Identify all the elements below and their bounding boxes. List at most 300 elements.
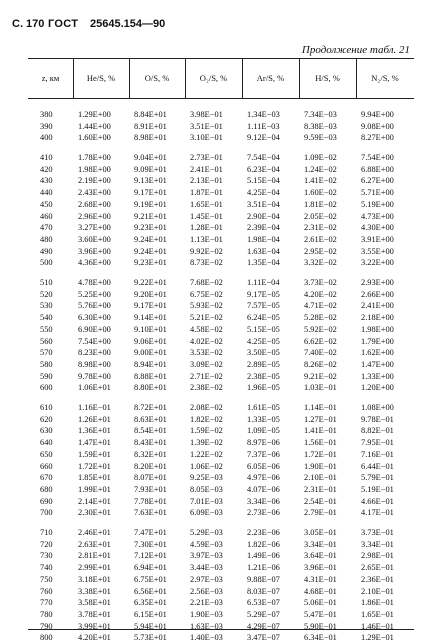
value-cell: 9.23E+01	[134, 258, 167, 268]
value-cell: 9.08E+00	[361, 121, 394, 131]
data-table	[28, 58, 414, 643]
value-cell: 1.85E+01	[78, 473, 111, 483]
table-continuation-caption: Продолжение табл. 21	[301, 44, 410, 56]
altitude-cell: 590	[40, 371, 53, 381]
table-row	[28, 539, 414, 551]
altitude-cell: 610	[40, 403, 53, 413]
table-row	[28, 164, 414, 176]
value-cell: 1.09E−02	[304, 153, 337, 163]
table-row	[28, 234, 414, 246]
value-cell: 1.08E+00	[361, 403, 394, 413]
gost-label: ГОСТ	[48, 18, 79, 30]
value-cell: 2.23E−06	[247, 528, 280, 538]
value-cell: 8.07E+01	[134, 473, 167, 483]
value-cell: 6.15E+01	[134, 609, 167, 619]
value-cell: 8.98E+00	[78, 359, 111, 369]
value-cell: 3.73E−02	[304, 278, 337, 288]
value-cell: 7.40E−02	[304, 348, 337, 358]
value-cell: 2.90E−04	[247, 211, 280, 221]
table-row	[28, 109, 414, 121]
value-cell: 2.71E−02	[190, 371, 223, 381]
value-cell: 5.15E−05	[247, 324, 280, 334]
altitude-cell: 760	[40, 586, 53, 596]
value-cell: 8.27E+00	[361, 133, 394, 143]
table-row	[28, 562, 414, 574]
value-cell: 1.22E−02	[190, 449, 223, 459]
value-cell: 7.37E−06	[247, 449, 280, 459]
table-row	[28, 621, 414, 633]
value-cell: 9.59E−03	[304, 133, 337, 143]
column-header: He/S, %	[86, 73, 116, 83]
table-row	[28, 597, 414, 609]
table-row	[28, 359, 414, 371]
value-cell: 9.24E+01	[134, 234, 167, 244]
value-cell: 8.26E−02	[304, 359, 337, 369]
value-cell: 1.29E−01	[361, 633, 394, 643]
value-cell: 8.98E+01	[134, 133, 167, 143]
altitude-cell: 570	[40, 348, 53, 358]
value-cell: 5.71E+00	[361, 188, 394, 198]
altitude-cell: 540	[40, 313, 53, 323]
value-cell: 5.19E−01	[361, 484, 394, 494]
value-cell: 9.04E+01	[134, 153, 167, 163]
altitude-cell: 600	[40, 383, 53, 393]
value-cell: 3.60E+00	[78, 234, 111, 244]
value-cell: 2.31E−01	[304, 484, 337, 494]
value-cell: 6.75E+01	[134, 574, 167, 584]
value-cell: 4.02E−02	[190, 336, 223, 346]
value-cell: 9.94E+00	[361, 110, 394, 119]
value-cell: 1.14E−01	[304, 403, 337, 413]
value-cell: 9.88E−07	[247, 574, 280, 584]
altitude-cell: 480	[40, 234, 53, 244]
value-cell: 3.10E−01	[190, 133, 223, 143]
value-cell: 2.18E+00	[361, 313, 394, 323]
value-cell: 8.43E+01	[134, 438, 167, 448]
value-cell: 1.65E−01	[361, 609, 394, 619]
altitude-cell: 780	[40, 609, 53, 619]
value-cell: 1.56E−01	[304, 438, 337, 448]
value-cell: 2.31E−02	[304, 223, 337, 233]
table-row	[28, 507, 414, 519]
value-cell: 2.14E+01	[78, 496, 111, 506]
table-row	[28, 586, 414, 598]
value-cell: 9.21E+01	[134, 211, 167, 221]
value-cell: 8.72E+01	[134, 403, 167, 413]
value-cell: 9.22E+01	[134, 278, 167, 288]
page-number: С. 170	[12, 18, 45, 30]
table-row	[28, 277, 414, 289]
value-cell: 9.06E+01	[134, 336, 167, 346]
value-cell: 9.78E+00	[78, 371, 111, 381]
column-header: Ar/S, %	[256, 73, 285, 83]
value-cell: 1.06E−02	[190, 461, 223, 471]
value-cell: 7.12E+01	[134, 551, 167, 561]
value-cell: 2.08E−02	[190, 403, 223, 413]
table-row	[28, 527, 414, 539]
value-cell: 7.16E−01	[361, 449, 394, 459]
value-cell: 5.76E+00	[78, 301, 111, 311]
value-cell: 6.94E+01	[134, 563, 167, 573]
value-cell: 1.35E−04	[247, 258, 280, 268]
value-cell: 6.62E−02	[304, 336, 337, 346]
value-cell: 9.17E−05	[247, 289, 280, 299]
value-cell: 9.13E+01	[134, 176, 167, 186]
table-row	[28, 300, 414, 312]
value-cell: 1.40E−03	[190, 633, 223, 643]
column-header: H/S, %	[315, 73, 340, 83]
value-cell: 1.41E−01	[304, 426, 337, 436]
altitude-cell: 730	[40, 551, 53, 561]
value-cell: 8.94E+01	[134, 359, 167, 369]
value-cell: 4.66E−01	[361, 496, 394, 506]
value-cell: 1.45E−01	[190, 211, 223, 221]
value-cell: 5.19E+00	[361, 199, 394, 209]
header-column-divider	[73, 58, 74, 99]
value-cell: 4.71E−02	[304, 301, 337, 311]
altitude-cell: 510	[40, 278, 53, 288]
value-cell: 7.01E−03	[190, 496, 223, 506]
value-cell: 9.00E+01	[134, 348, 167, 358]
value-cell: 8.82E−01	[361, 426, 394, 436]
altitude-cell: 410	[40, 153, 53, 163]
standard-number: 25645.154—90	[90, 18, 166, 30]
value-cell: 7.54E+00	[78, 336, 111, 346]
value-cell: 7.30E+01	[134, 539, 167, 549]
value-cell: 1.79E+00	[361, 336, 394, 346]
value-cell: 5.29E−03	[190, 528, 223, 538]
value-cell: 2.10E−01	[361, 586, 394, 596]
value-cell: 3.34E−01	[304, 539, 337, 549]
value-cell: 1.36E+01	[78, 426, 111, 436]
value-cell: 2.30E+01	[78, 508, 111, 518]
value-cell: 5.47E−01	[304, 609, 337, 619]
value-cell: 8.80E+01	[134, 383, 167, 393]
altitude-cell: 620	[40, 414, 53, 424]
value-cell: 2.73E−06	[247, 508, 280, 518]
value-cell: 3.27E+00	[78, 223, 111, 233]
altitude-cell: 390	[40, 121, 53, 131]
value-cell: 8.05E−03	[190, 484, 223, 494]
value-cell: 4.25E−05	[247, 336, 280, 346]
value-cell: 1.06E+01	[78, 383, 111, 393]
value-cell: 1.20E+00	[361, 383, 394, 393]
value-cell: 2.98E−01	[361, 551, 394, 561]
altitude-cell: 530	[40, 301, 53, 311]
value-cell: 1.59E+01	[78, 449, 111, 459]
table-row	[28, 449, 414, 461]
table-row	[28, 371, 414, 383]
value-cell: 4.59E−03	[190, 539, 223, 549]
value-cell: 9.25E−03	[190, 473, 223, 483]
altitude-cell: 680	[40, 484, 53, 494]
value-cell: 1.98E+00	[78, 164, 111, 174]
value-cell: 5.25E+00	[78, 289, 111, 299]
value-cell: 2.05E−02	[304, 211, 337, 221]
value-cell: 8.32E+01	[134, 449, 167, 459]
table-row	[28, 336, 414, 348]
value-cell: 4.30E+00	[361, 223, 394, 233]
value-cell: 7.34E−03	[304, 110, 337, 119]
value-cell: 1.09E−05	[247, 426, 280, 436]
value-cell: 3.38E+01	[78, 586, 111, 596]
column-header: O₂/S, %	[199, 73, 228, 83]
value-cell: 1.24E−02	[304, 164, 337, 174]
value-cell: 8.88E+01	[134, 371, 167, 381]
value-cell: 2.63E+01	[78, 539, 111, 549]
value-cell: 8.03E−07	[247, 586, 280, 596]
value-cell: 1.63E−04	[247, 246, 280, 256]
column-header: z, км	[41, 73, 60, 83]
value-cell: 8.84E+01	[134, 110, 167, 119]
value-cell: 2.79E−01	[304, 508, 337, 518]
value-cell: 5.21E−02	[190, 313, 223, 323]
value-cell: 1.11E−03	[247, 121, 280, 131]
value-cell: 1.13E−01	[190, 234, 223, 244]
table-row	[28, 382, 414, 394]
value-cell: 3.51E−01	[190, 121, 223, 131]
value-cell: 9.92E−02	[190, 246, 223, 256]
value-cell: 1.27E−01	[304, 414, 337, 424]
value-cell: 4.20E+01	[78, 633, 111, 643]
table-row	[28, 632, 414, 644]
value-cell: 2.93E+00	[361, 278, 394, 288]
value-cell: 3.05E−01	[304, 528, 337, 538]
value-cell: 7.95E−01	[361, 438, 394, 448]
table-row	[28, 472, 414, 484]
table-row	[28, 437, 414, 449]
table-row	[28, 175, 414, 187]
value-cell: 1.90E−01	[304, 461, 337, 471]
value-cell: 1.99E+01	[78, 484, 111, 494]
value-cell: 8.23E+00	[78, 348, 111, 358]
table-row	[28, 402, 414, 414]
value-cell: 6.23E−04	[247, 164, 280, 174]
value-cell: 1.46E−01	[361, 621, 394, 631]
header-column-divider	[356, 58, 357, 99]
value-cell: 2.68E+00	[78, 199, 111, 209]
value-cell: 2.39E−04	[247, 223, 280, 233]
value-cell: 3.34E−01	[361, 539, 394, 549]
value-cell: 3.73E−01	[361, 528, 394, 538]
value-cell: 7.47E+01	[134, 528, 167, 538]
table-row	[28, 414, 414, 426]
table-row	[28, 574, 414, 586]
value-cell: 5.93E−02	[190, 301, 223, 311]
value-cell: 2.65E−01	[361, 563, 394, 573]
altitude-cell: 430	[40, 176, 53, 186]
value-cell: 9.20E+01	[134, 289, 167, 299]
value-cell: 1.81E−02	[304, 199, 337, 209]
table-row	[28, 496, 414, 508]
value-cell: 1.33E−05	[247, 414, 280, 424]
value-cell: 9.17E+01	[134, 301, 167, 311]
value-cell: 4.78E+00	[78, 278, 111, 288]
altitude-cell: 690	[40, 496, 53, 506]
value-cell: 7.57E−05	[247, 301, 280, 311]
value-cell: 2.61E−02	[304, 234, 337, 244]
value-cell: 6.30E+00	[78, 313, 111, 323]
value-cell: 1.78E+00	[78, 153, 111, 163]
altitude-cell: 560	[40, 336, 53, 346]
table-row	[28, 312, 414, 324]
value-cell: 2.38E−05	[247, 371, 280, 381]
value-cell: 2.41E+00	[361, 301, 394, 311]
value-cell: 7.54E+00	[361, 153, 394, 163]
value-cell: 1.72E−01	[304, 449, 337, 459]
value-cell: 1.65E−01	[190, 199, 223, 209]
altitude-cell: 580	[40, 359, 53, 369]
value-cell: 6.35E+01	[134, 598, 167, 608]
table-row	[28, 199, 414, 211]
value-cell: 8.63E+01	[134, 414, 167, 424]
value-cell: 1.86E−01	[361, 598, 394, 608]
value-cell: 3.47E−07	[247, 633, 280, 643]
altitude-cell: 520	[40, 289, 53, 299]
table-row	[28, 550, 414, 562]
table-row	[28, 222, 414, 234]
table-row	[28, 347, 414, 359]
value-cell: 6.75E−02	[190, 289, 223, 299]
value-cell: 9.14E+01	[134, 313, 167, 323]
header-column-divider	[299, 58, 300, 99]
value-cell: 5.06E−01	[304, 598, 337, 608]
altitude-cell: 660	[40, 461, 53, 471]
value-cell: 4.29E−07	[247, 621, 280, 631]
value-cell: 7.78E+01	[134, 496, 167, 506]
altitude-cell: 650	[40, 449, 53, 459]
table-row	[28, 609, 414, 621]
value-cell: 1.34E−03	[247, 110, 280, 119]
value-cell: 1.62E+00	[361, 348, 394, 358]
value-cell: 3.91E+00	[361, 234, 394, 244]
altitude-cell: 470	[40, 223, 53, 233]
altitude-cell: 450	[40, 199, 53, 209]
table-row	[28, 132, 414, 144]
value-cell: 7.54E−04	[247, 153, 280, 163]
altitude-cell: 670	[40, 473, 53, 483]
table-row	[28, 289, 414, 301]
value-cell: 3.50E−05	[247, 348, 280, 358]
value-cell: 2.13E−01	[190, 176, 223, 186]
value-cell: 2.56E−03	[190, 586, 223, 596]
altitude-cell: 800	[40, 633, 53, 643]
value-cell: 6.24E−05	[247, 313, 280, 323]
table-row	[28, 246, 414, 258]
altitude-cell: 500	[40, 258, 53, 268]
column-header: N₂/S, %	[371, 73, 399, 83]
value-cell: 2.73E−01	[190, 153, 223, 163]
value-cell: 1.98E+00	[361, 324, 394, 334]
value-cell: 2.43E+00	[78, 188, 111, 198]
table-row	[28, 121, 414, 133]
altitude-cell: 380	[40, 110, 53, 119]
value-cell: 1.44E+00	[78, 121, 111, 131]
value-cell: 2.89E−05	[247, 359, 280, 369]
value-cell: 2.19E+00	[78, 176, 111, 186]
altitude-cell: 550	[40, 324, 53, 334]
value-cell: 1.82E−06	[247, 539, 280, 549]
altitude-cell: 790	[40, 621, 53, 631]
altitude-cell: 490	[40, 246, 53, 256]
value-cell: 3.18E+01	[78, 574, 111, 584]
value-cell: 5.92E−02	[304, 324, 337, 334]
altitude-cell: 630	[40, 426, 53, 436]
value-cell: 1.11E−04	[247, 278, 280, 288]
value-cell: 1.26E+01	[78, 414, 111, 424]
value-cell: 1.82E−02	[190, 414, 223, 424]
value-cell: 9.21E−02	[304, 371, 337, 381]
value-cell: 4.31E−01	[304, 574, 337, 584]
value-cell: 1.60E+00	[78, 133, 111, 143]
value-cell: 1.60E−02	[304, 188, 337, 198]
value-cell: 2.54E−01	[304, 496, 337, 506]
value-cell: 3.55E+00	[361, 246, 394, 256]
value-cell: 1.72E+01	[78, 461, 111, 471]
value-cell: 8.97E−06	[247, 438, 280, 448]
value-cell: 4.17E−01	[361, 508, 394, 518]
value-cell: 9.17E+01	[134, 188, 167, 198]
value-cell: 6.09E−03	[190, 508, 223, 518]
value-cell: 3.51E−04	[247, 199, 280, 209]
value-cell: 1.90E−03	[190, 609, 223, 619]
value-cell: 3.99E+01	[78, 621, 111, 631]
value-cell: 8.54E+01	[134, 426, 167, 436]
value-cell: 3.64E−01	[304, 551, 337, 561]
value-cell: 9.10E+01	[134, 324, 167, 334]
altitude-cell: 720	[40, 539, 53, 549]
altitude-cell: 400	[40, 133, 53, 143]
value-cell: 6.05E−06	[247, 461, 280, 471]
value-cell: 1.49E−06	[247, 551, 280, 561]
running-header	[12, 18, 412, 32]
value-cell: 4.07E−06	[247, 484, 280, 494]
value-cell: 9.12E−04	[247, 133, 280, 143]
value-cell: 7.68E−02	[190, 278, 223, 288]
value-cell: 9.09E+01	[134, 164, 167, 174]
value-cell: 2.10E−01	[304, 473, 337, 483]
value-cell: 1.21E−06	[247, 563, 280, 573]
value-cell: 3.22E+00	[361, 258, 394, 268]
value-cell: 1.98E−04	[247, 234, 280, 244]
value-cell: 6.34E−01	[304, 633, 337, 643]
value-cell: 1.47E+00	[361, 359, 394, 369]
value-cell: 6.53E−07	[247, 598, 280, 608]
value-cell: 4.36E+00	[78, 258, 111, 268]
value-cell: 9.19E+01	[134, 199, 167, 209]
value-cell: 3.32E−02	[304, 258, 337, 268]
value-cell: 6.44E−01	[361, 461, 394, 471]
value-cell: 4.73E+00	[361, 211, 394, 221]
value-cell: 2.95E−02	[304, 246, 337, 256]
value-cell: 8.73E−02	[190, 258, 223, 268]
value-cell: 8.38E−03	[304, 121, 337, 131]
value-cell: 5.79E−01	[361, 473, 394, 483]
table-row	[28, 484, 414, 496]
value-cell: 2.36E−01	[361, 574, 394, 584]
value-cell: 2.41E−01	[190, 164, 223, 174]
value-cell: 8.20E+01	[134, 461, 167, 471]
value-cell: 1.96E−05	[247, 383, 280, 393]
altitude-cell: 700	[40, 508, 53, 518]
header-column-divider	[242, 58, 243, 99]
header-column-divider	[185, 58, 186, 99]
table-row	[28, 257, 414, 269]
value-cell: 2.96E+00	[78, 211, 111, 221]
value-cell: 3.96E−01	[304, 563, 337, 573]
value-cell: 3.53E−02	[190, 348, 223, 358]
value-cell: 3.96E+00	[78, 246, 111, 256]
